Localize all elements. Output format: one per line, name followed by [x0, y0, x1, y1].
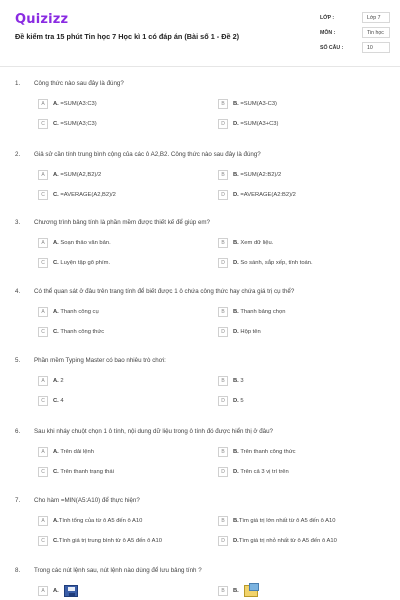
option-value: 3 [238, 378, 244, 384]
option-letter-box: B [218, 516, 228, 526]
header-divider [0, 66, 400, 67]
option-value: 2 [58, 378, 64, 384]
option-b[interactable] [218, 585, 378, 597]
option-value: =AVERAGE(A2,B2)/2 [58, 192, 116, 198]
option-key: C. [53, 192, 59, 198]
option-text [53, 398, 64, 404]
option-c[interactable] [38, 257, 198, 269]
option-letter-box: D [218, 467, 228, 477]
option-b[interactable] [218, 446, 378, 458]
option-value: =SUM(A2:B2)/2 [238, 172, 282, 178]
subject-value: Tin học [362, 27, 390, 38]
option-value: Xem dữ liệu. [238, 240, 274, 246]
meta-class-row [320, 10, 390, 25]
option-key: C. [53, 469, 59, 475]
option-letter-box: D [218, 536, 228, 546]
option-text [233, 538, 337, 544]
option-b[interactable] [218, 98, 378, 110]
option-a[interactable] [38, 237, 198, 249]
question-number: 3. [15, 219, 21, 226]
option-key: D. [233, 538, 239, 544]
option-letter-box: A [38, 376, 48, 386]
option-text [53, 192, 116, 198]
option-letter-box: A [38, 447, 48, 457]
option-d[interactable] [218, 395, 378, 407]
option-letter-box: B [218, 586, 228, 596]
option-letter-box: C [38, 327, 48, 337]
option-letter-box: D [218, 119, 228, 129]
option-key: B. [233, 378, 239, 384]
option-value: Luyện tập gõ phím. [58, 260, 111, 266]
option-key: C. [53, 121, 59, 127]
option-text [233, 518, 335, 524]
option-value: =AVERAGE(A2:B2)/2 [238, 192, 296, 198]
option-key: A. [53, 588, 59, 594]
option-key: A. [53, 172, 59, 178]
option-text [53, 172, 101, 178]
option-letter-box: D [218, 190, 228, 200]
class-label: LỚP : [320, 14, 335, 21]
option-key: A. [53, 449, 59, 455]
document-header [0, 0, 400, 66]
option-value: =SUM(A3+C3) [238, 121, 279, 127]
question-number: 8. [15, 567, 21, 574]
option-value: Thanh công thức [58, 329, 105, 335]
option-letter-box: C [38, 467, 48, 477]
option-text [233, 192, 296, 198]
class-value: Lớp 7 [362, 12, 390, 23]
option-text [233, 398, 244, 404]
option-c[interactable] [38, 535, 198, 547]
option-key: D. [233, 192, 239, 198]
option-d[interactable] [218, 189, 378, 201]
option-text [233, 240, 273, 246]
question-text: Cho hàm =MIN(A5:A10) để thực hiện? [34, 497, 140, 504]
option-letter-box: B [218, 447, 228, 457]
option-text [53, 449, 94, 455]
option-letter-box: A [38, 99, 48, 109]
option-key: B. [233, 309, 239, 315]
option-text [53, 469, 114, 475]
option-text [233, 121, 278, 127]
question-text: Sau khi nháy chuột chọn 1 ô tính, nội dung dữ liệu trong ô tính đó được hiển thị ở đâu? [34, 428, 273, 435]
option-text [233, 449, 296, 455]
option-key: A. [53, 378, 59, 384]
option-key: C. [53, 398, 59, 404]
option-letter-box: B [218, 170, 228, 180]
option-d[interactable] [218, 118, 378, 130]
option-letter-box: A [38, 586, 48, 596]
option-d[interactable] [218, 326, 378, 338]
save-icon [64, 585, 78, 597]
option-letter-box: C [38, 190, 48, 200]
option-text [53, 378, 64, 384]
option-value: =SUM(A3:C3) [58, 101, 97, 107]
option-c[interactable] [38, 189, 198, 201]
count-value: 10 [362, 42, 390, 53]
option-value: 4 [58, 398, 64, 404]
option-value: Thanh công cụ [58, 309, 99, 315]
option-key: A. [53, 518, 59, 524]
option-text [233, 588, 239, 594]
option-key: D. [233, 121, 239, 127]
option-a[interactable] [38, 375, 198, 387]
option-a[interactable] [38, 169, 198, 181]
option-key: C. [53, 538, 59, 544]
option-letter-box: C [38, 258, 48, 268]
option-key: B. [233, 240, 239, 246]
meta-count-row [320, 40, 390, 55]
open-folder-icon [244, 585, 258, 597]
option-letter-box: B [218, 238, 228, 248]
option-c[interactable] [38, 466, 198, 478]
option-a[interactable] [38, 98, 198, 110]
option-text [53, 101, 97, 107]
meta-box [320, 10, 390, 55]
option-a[interactable] [38, 515, 198, 527]
question-number: 2. [15, 151, 21, 158]
option-value: =SUM(A2,B2)/2 [58, 172, 102, 178]
option-value: 5 [238, 398, 244, 404]
document-title: Đề kiểm tra 15 phút Tin học 7 Học kì 1 có đáp án (Bài số 1 - Đề 2) [15, 32, 240, 41]
option-b[interactable] [218, 306, 378, 318]
option-key: B. [233, 588, 239, 594]
option-b[interactable] [218, 237, 378, 249]
option-value: Tính giá trị trung bình từ ô A5 đến ô A10 [58, 538, 162, 544]
option-key: D. [233, 329, 239, 335]
option-value: Tính tổng của từ ô A5 đến ô A10 [58, 518, 143, 524]
subject-label: MÔN : [320, 29, 336, 36]
option-key: A. [53, 309, 59, 315]
option-a[interactable] [38, 446, 198, 458]
question-text: Trong các nút lệnh sau, nút lệnh nào dùng để lưu bảng tính ? [34, 567, 202, 574]
option-value: Hộp tên [238, 329, 261, 335]
option-a[interactable] [38, 585, 198, 597]
option-letter-box: A [38, 307, 48, 317]
option-text [233, 329, 261, 335]
quizizz-logo: Quizizz [15, 12, 69, 27]
question-text: Chương trình bảng tính là phần mềm được thiết kế để giúp em? [34, 219, 210, 226]
option-key: D. [233, 260, 239, 266]
option-value: Tìm giá trị nhỏ nhất từ ô A5 đến ô A10 [238, 538, 337, 544]
option-letter-box: A [38, 170, 48, 180]
option-c[interactable] [38, 395, 198, 407]
option-key: D. [233, 398, 239, 404]
option-text [233, 378, 244, 384]
option-value: =SUM(A3-C3) [238, 101, 277, 107]
option-d[interactable] [218, 466, 378, 478]
option-letter-box: D [218, 396, 228, 406]
option-text [233, 469, 289, 475]
option-letter-box: A [38, 238, 48, 248]
option-text [53, 309, 99, 315]
option-value: Tìm giá trị lớn nhất từ ô A5 đến ô A10 [238, 518, 336, 524]
option-value: Thanh bảng chọn [238, 309, 286, 315]
count-label: SỐ CÂU : [320, 44, 344, 51]
option-c[interactable] [38, 118, 198, 130]
option-text [233, 172, 281, 178]
option-value: =SUM(A3;C3) [58, 121, 97, 127]
option-key: B. [233, 101, 239, 107]
option-letter-box: C [38, 536, 48, 546]
option-a[interactable] [38, 306, 198, 318]
option-key: B. [233, 449, 239, 455]
option-text [53, 121, 97, 127]
option-value: Trên thanh trạng thái [58, 469, 114, 475]
option-value: So sánh, sắp xếp, tính toán. [238, 260, 313, 266]
option-c[interactable] [38, 326, 198, 338]
option-d[interactable] [218, 257, 378, 269]
option-text [233, 260, 313, 266]
option-letter-box: A [38, 516, 48, 526]
option-value: Trên cả 3 vị trí trên [238, 469, 289, 475]
option-text [53, 518, 142, 524]
option-key: D. [233, 469, 239, 475]
question-number: 6. [15, 428, 21, 435]
option-letter-box: C [38, 396, 48, 406]
option-key: A. [53, 240, 59, 246]
option-text [53, 240, 111, 246]
option-key: C. [53, 260, 59, 266]
option-text [233, 101, 277, 107]
option-d[interactable] [218, 535, 378, 547]
option-b[interactable] [218, 169, 378, 181]
question-number: 7. [15, 497, 21, 504]
option-key: B. [233, 518, 239, 524]
option-letter-box: D [218, 327, 228, 337]
option-letter-box: C [38, 119, 48, 129]
question-text: Giả sử cần tính trung bình cộng của các ô A2,B2. Công thức nào sau đây là đúng? [34, 151, 261, 158]
option-key: B. [233, 172, 239, 178]
option-letter-box: B [218, 307, 228, 317]
option-letter-box: D [218, 258, 228, 268]
question-number: 5. [15, 357, 21, 364]
option-text [53, 538, 162, 544]
option-b[interactable] [218, 515, 378, 527]
meta-subject-row [320, 25, 390, 40]
option-letter-box: B [218, 99, 228, 109]
question-text: Phần mềm Typing Master có bao nhiêu trò chơi: [34, 357, 166, 364]
question-number: 1. [15, 80, 21, 87]
option-text [53, 588, 59, 594]
option-text [53, 260, 110, 266]
option-key: C. [53, 329, 59, 335]
option-text [233, 309, 285, 315]
question-text: Có thể quan sát ở đâu trên trang tính để biết được 1 ô chứa công thức hay chứa giá trị cụ thể? [34, 288, 295, 295]
option-key: A. [53, 101, 59, 107]
question-text: Công thức nào sau đây là đúng? [34, 80, 124, 87]
option-b[interactable] [218, 375, 378, 387]
option-text [53, 329, 104, 335]
question-number: 4. [15, 288, 21, 295]
option-value: Trên dải lệnh [58, 449, 94, 455]
option-letter-box: B [218, 376, 228, 386]
option-value: Trên thanh công thức [238, 449, 296, 455]
option-value: Soạn thảo văn bản. [58, 240, 111, 246]
